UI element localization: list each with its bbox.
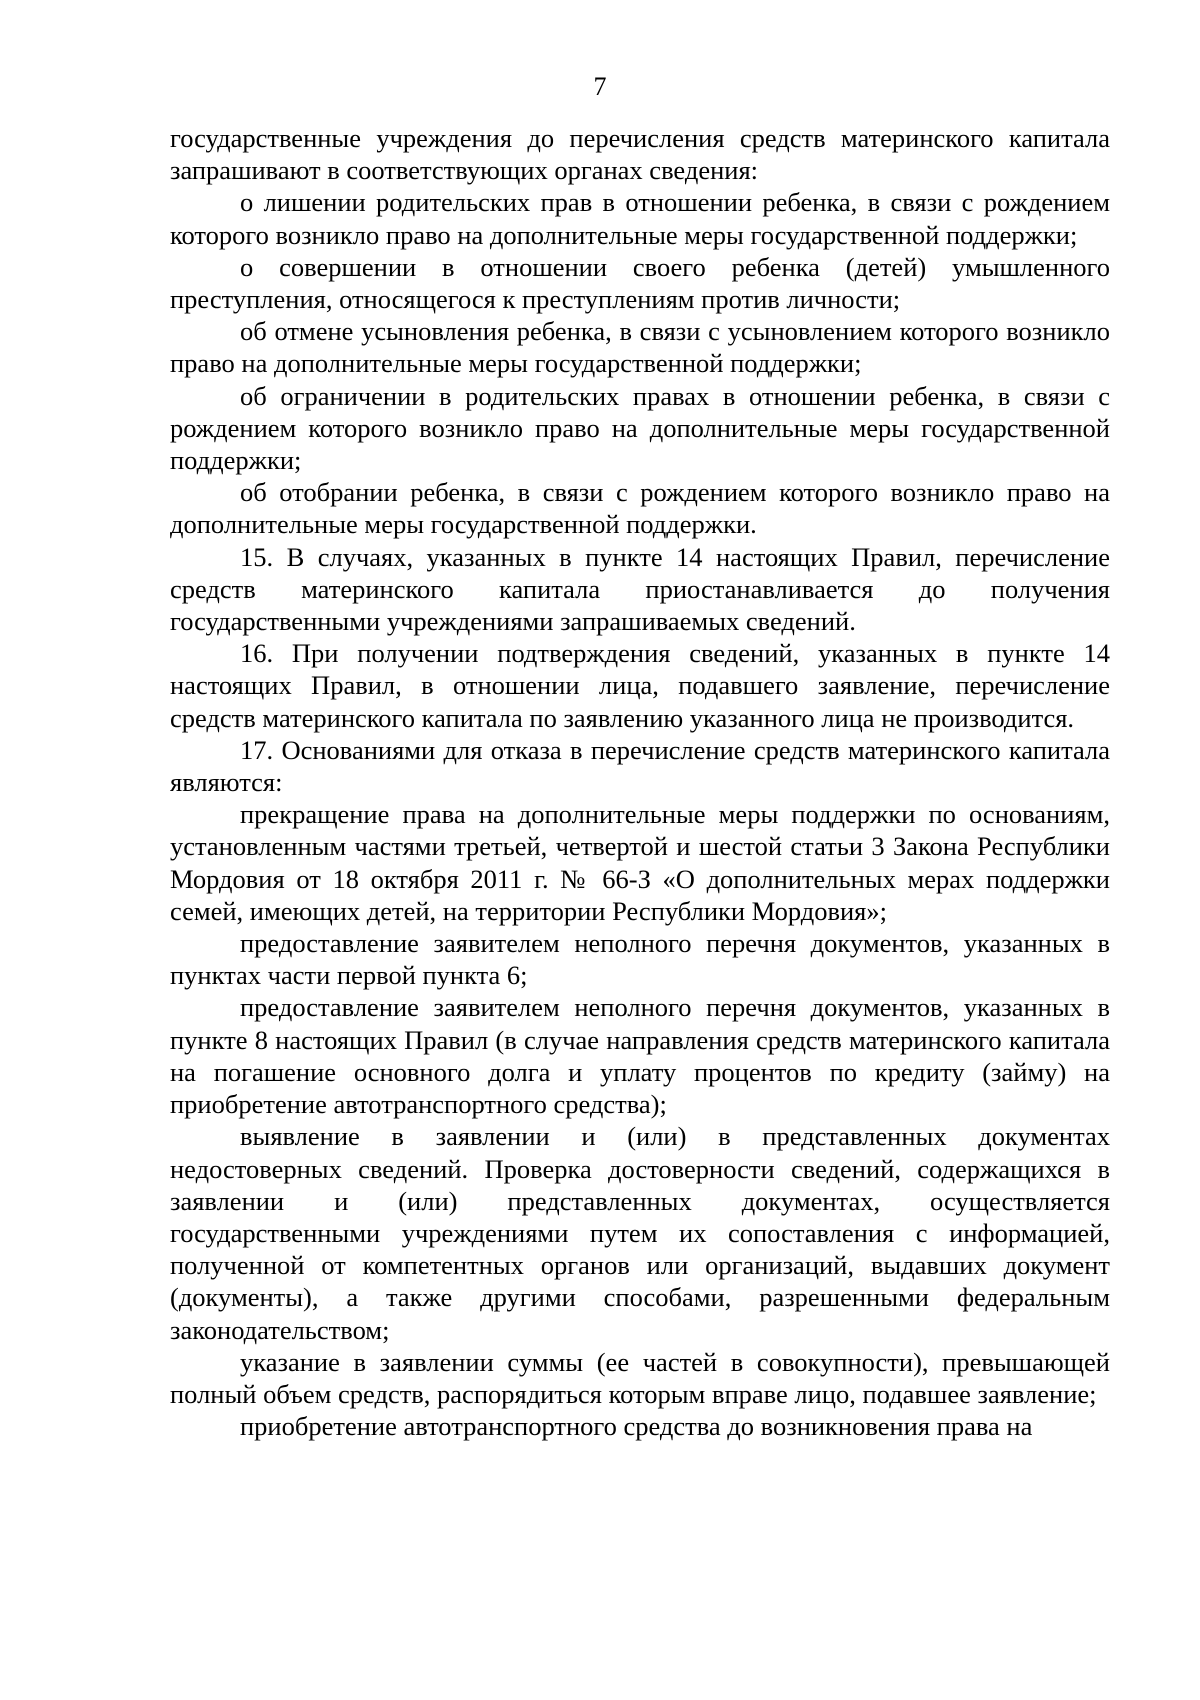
paragraph-5: об ограничении в родительских правах в отношении ребенка, в связи с рождением которого возникло право на дополнительные меры государственной поддержки; bbox=[170, 380, 1110, 476]
paragraph-11: предоставление заявителем неполного перечня документов, указанных в пунктах части первой пункта 6; bbox=[170, 928, 1110, 991]
paragraph-8: 16. При получении подтверждения сведений, указанных в пункте 14 настоящих Правил, в отношении лица, подавшего заявление, перечисление средств материнского капитала по заявлению указанного лица не производится. bbox=[170, 638, 1110, 733]
paragraph-10: прекращение права на дополнительные меры поддержки по основаниям, установленным частями третьей, четвертой и шестой статьи 3 Закона Республики Мордовия от 18 октября 2011 г. № 66-З «О дополнительных мерах поддержки семей, имеющих детей, на территории Республики Мордовия»; bbox=[170, 799, 1110, 926]
paragraph-7: 15. В случаях, указанных в пункте 14 настоящих Правил, перечисление средств материнского капитала приостанавливается до получения государственными учреждениями запрашиваемых сведений. bbox=[170, 541, 1110, 637]
page-number: 7 bbox=[593, 72, 607, 101]
paragraph-2: о лишении родительских прав в отношении ребенка, в связи с рождением которого возникло право на дополнительные меры государственной поддержки; bbox=[170, 187, 1110, 250]
paragraph-9: 17. Основаниями для отказа в перечисление средств материнского капитала являются: bbox=[170, 734, 1110, 798]
paragraph-15: приобретение автотранспортного средства до возникновения права на bbox=[240, 1411, 1033, 1442]
paragraph-6: об отобрании ребенка, в связи с рождением которого возникло право на дополнительные меры государственной поддержки. bbox=[170, 477, 1110, 540]
paragraph-3: о совершении в отношении своего ребенка (детей) умышленного преступления, относящегося к преступлениям против личности; bbox=[170, 251, 1110, 315]
paragraph-4: об отмене усыновления ребенка, в связи с усыновлением которого возникло право на дополнительные меры государственной поддержки; bbox=[170, 316, 1110, 379]
document-text bbox=[170, 122, 1110, 1442]
paragraph-1: государственные учреждения до перечисления средств материнского капитала запрашивают в соответствующих органах сведения: bbox=[170, 123, 1110, 186]
paragraph-14: указание в заявлении суммы (ее частей в совокупности), превышающей полный объем средств, распорядиться которым вправе лицо, подавшее заявление; bbox=[170, 1346, 1110, 1409]
paragraph-12: предоставление заявителем неполного перечня документов, указанных в пункте 8 настоящих Правил (в случае направления средств материнского капитала на погашение основного долга и уплату процентов по кредиту (займу) на приобретение автотранспортного средства); bbox=[170, 992, 1110, 1120]
paragraph-13: выявление в заявлении и (или) в представленных документах недостоверных сведений. Проверка достоверности сведений, содержащихся в заявлении и (или) представленных документах, осуществляется государственными учреждениями путем их сопоставления с информацией, полученной от компетентных органов или организаций, выдавших документ (документы), а также другими способами, разрешенными федеральным законодательством; bbox=[170, 1121, 1110, 1345]
